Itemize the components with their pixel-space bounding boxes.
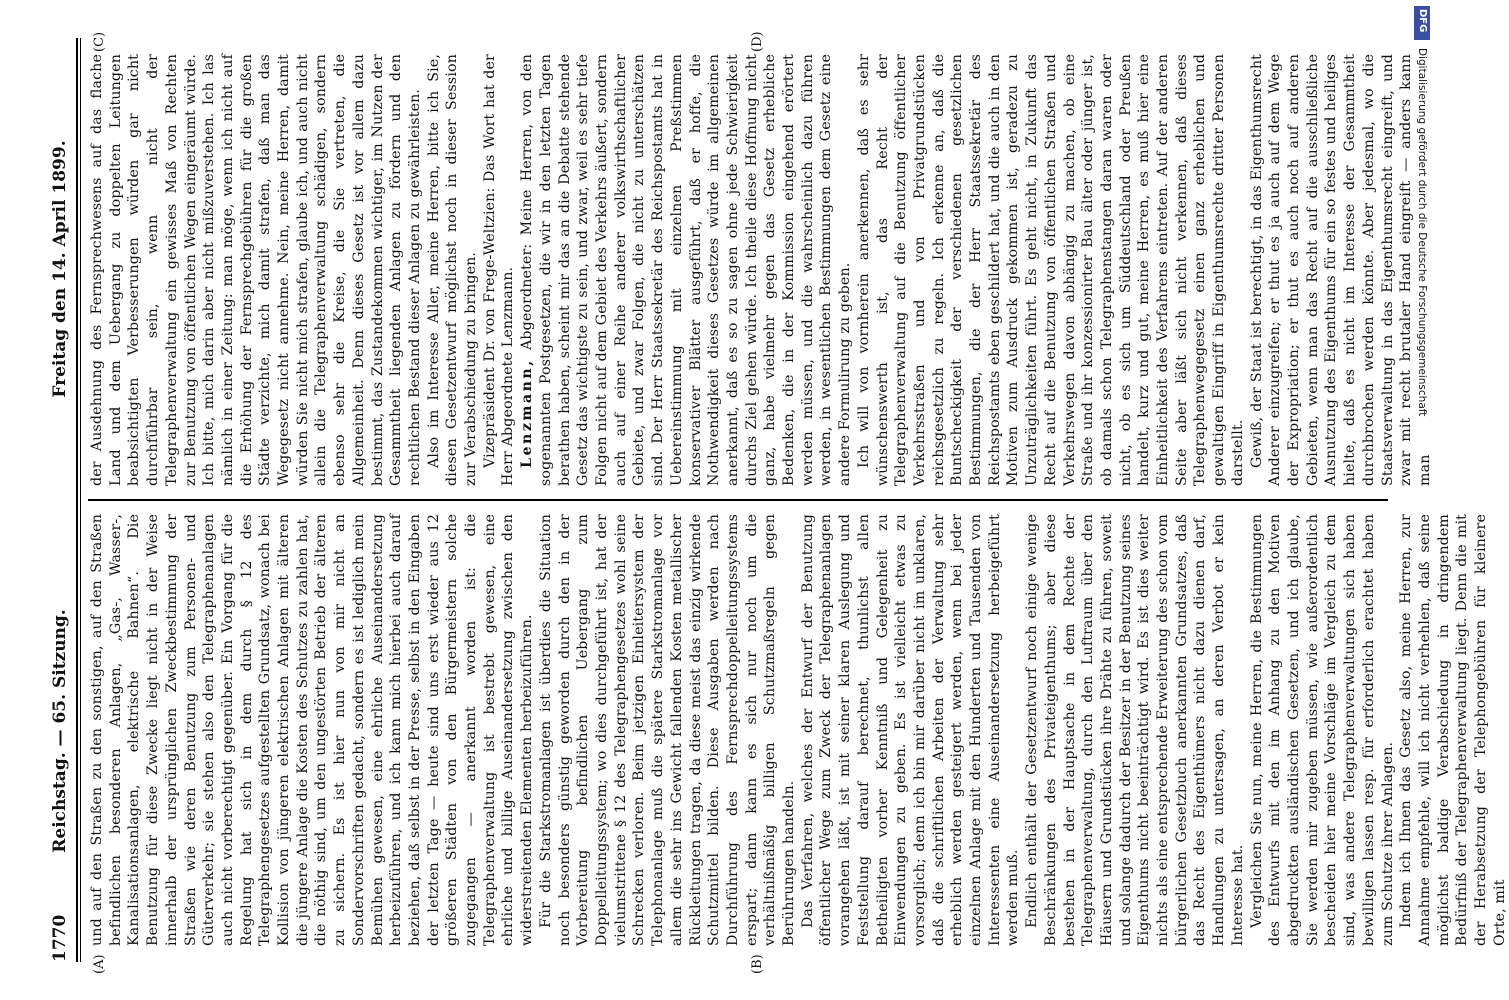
paragraph: Indem ich Ihnen das Gesetz also, meine Herren, zur Annahme empfehle, will ich nicht verhehlen, daß seine möglichst baldige Verabschiedung in dringendem Bedürfniß der Telegraphenverwaltung liegt. Denn die mit der Herabsetzung der Telephongebühren für kleinere Orte, mit [1398,514,1508,946]
paragraph: Für die Starkstromanlagen ist überdies die Situation noch besonders günstig geworden durch den in der Vorbereitung befindlichen Uebergang zum Doppelleitungssystem; wo dies durchgeführt ist, hat der vielumstrittene § 12 des Telegraphengesetzes wohl seine Schrecken verloren. Beim jetzigen Einleitersystem der Telephonanlage muß die spätere Starkstromanlage vor allem die sehr ins Gewicht fallenden Kosten metallischer Rückleitungen tragen, da diese meist das einzig wirkende Schutzmittel bilden. Diese Ausgaben werden nach Durchführung des Fernsprechdoppelleitungssystems erspart; dann kann es sich nur noch um die verhältnißmäßig billigen Schutzmaßregeln gegen Berührungen handeln. [537,514,798,946]
paragraph: Ich will von vornherein anerkennen, daß es sehr wünschenswerth ist, das Recht der Telegraphenverwaltung auf die Benutzung öffentlicher Verkehrsstraßen und von Privatgrundstücken reichsgesetzlich zu regeln. Ich erkenne an, daß die Buntscheckigkeit der verschiedenen gesetzlichen Bestimmungen, die der Herr Staatssekretär des Reichspostamts eben geschildert hat, und die auch in den Motiven zum Ausdruck gekommen ist, geradezu zu Unzuträglichkeiten führt. Es geht nicht, in Zukunft das Recht auf die Benutzung von öffentlichen Straßen und Verkehrswegen davon abhängig zu machen, ob eine Straße und ihr konzessionirter Bau älter oder jünger ist, ob damals schon Telegraphenstangen daran waren oder nicht, ob es sich um Süddeutschland oder Preußen handelt, kurz und gut, meine Herren, es muß hier eine Einheitlichkeit des Verfahrens eintreten. Auf der anderen Seite aber läßt sich nicht verkennen, daß dieses Telegraphenwegegesetz einen ganz erheblichen und gewaltigen Eingriff in Eigenthumsrechte dritter Personen darstellt. [855,54,1246,486]
page-number: 1770 [50,914,70,962]
paragraph: Gewiß, der Staat ist berechtigt, in das Eigenthumsrecht Anderer einzugreifen; er thut es ja auch auf dem Wege der Expropriation; er thut es auch noch auf anderen Gebieten, wenn man das Recht auf die ausschließliche Ausnutzung des Eigenthums für ein so festes und heiliges hielte, daß es nicht im Interesse der Gesammtheit durchbrochen werden könnte. Aber jedesmal, wo die Staatsverwaltung in das Eigenthumsrecht eingreift, und zwar mit recht brutaler Hand eingreift — anders kann man [1248,54,1433,486]
column-divider [88,499,1388,501]
session-title: Reichstag. — 65. Sitzung. [50,609,70,853]
paragraph: der Ausdehnung des Fernsprechwesens auf das flache Land und dem Uebergang zu doppelten Leitungen beabsichtigten Verbesserungen würden gar nicht durchführbar sein, wenn nicht der Telegraphenverwaltung ein gewisses Maß von Rechten zur Benutzung von öffentlichen Wegen eingeräumt würde. Ich bitte, mich darin aber nicht mißzuverstehen. Ich las nämlich in einer Zeitung: man möge, wenn ich nicht auf die Erhöhung der Fernsprechgebühren für die großen Städte verzichte, mich damit strafen, daß man das Wegegesetz nicht annehme. Nein, meine Herren, damit würden Sie nicht mich strafen, glaube ich, und auch nicht allein die Telegraphenverwaltung schädigen, sondern ebenso sehr die Kreise, die Sie vertreten, die Allgemeinheit. Denn dieses Gesetz ist vor allem dazu bestimmt, das Zustandekommen wichtiger, im Nutzen der Gesammtheit liegenden Anlagen zu fördern und den rechtlichen Bestand dieser Anlagen zu gewährleisten. [89,54,423,486]
paragraph: Also im Interesse Aller, meine Herren, bitte ich Sie, diesen Gesetzentwurf möglichst noch in dieser Session zur Verabschiedung zu bringen. [425,54,480,486]
paragraph: Vizepräsident Dr. von Frege-Weltzien: Das Wort hat der Herr Abgeordnete Lenzmann. [481,54,517,486]
header-rule [76,38,78,962]
speech-text: Abgeordneter: Meine Herren, von den sogenannten Postgesetzen, die wir in den letzten Tagen berathen haben, scheint mir das an die Debatte stehende Gesetz das wichtigste zu sein, und zwar, weil es sehr tiefe Folgen nicht auf dem Gebiet des Verkehrs äußert, sondern auch auf einer Reihe anderer volkswirthschaftlicher Gebiete, und zwar Folgen, die nicht zu unterschätzen sind. Der Herr Staatssekretär des Reichspostamts hat in Uebereinstimmung mit einzelnen Preßstimmen konservativer Blätter ausgeführt, daß er hoffe, die Nothwendigkeit dieses Gesetzes würde im allgemeinen anerkannt, daß es so zu sagen ohne jede Schwierigkeit durchs Ziel gehen würde. Ich theile diese Hoffnung nicht ganz, habe vielmehr gegen das Gesetz erhebliche Bedenken, die in der Kommission eingehend erörtert werden müssen, und die wahrscheinlich dazu führen werden, in wesentlichen Bestimmungen dem Gesetz eine andere Formulirung zu geben. [519,54,854,486]
paragraph: Endlich enthält der Gesetzentwurf noch einige wenige Beschränkungen des Privateigenthums; aber diese bestehen in der Hauptsache in dem Rechte der Telegraphenverwaltung, durch den Luftraum über den Häusern und Grundstücken ihre Drähte zu führen, soweit und solange dadurch der Besitzer in der Benutzung seines Eigenthums nicht beeinträchtigt wird. Es ist dies weiter nichts als eine entsprechende Erweiterung des schon vom bürgerlichen Gesetzbuch anerkannten Grundsatzes, daß das Recht des Eigenthümers nicht dazu dienen darf, Handlungen zu untersagen, an deren Verbot er kein Interesse hat. [1024,514,1246,946]
watermark-text: Digitalisierung gefördert durch die Deutsche Forschungsgemeinschaft [1416,48,1428,417]
page-header [40,38,80,962]
header-rule-thin [80,38,81,962]
dfg-logo: DFG [1414,6,1430,40]
paragraph: Vergleichen Sie nun, meine Herren, die Bestimmungen des Entwurfs mit den im Anhang zu den Motiven abgedruckten ausländischen Gesetzen, und ich glaube, Sie werden mir zugeben müssen, wie außerordentlich bescheiden hier meine Vorschläge im Vergleich zu dem sind, was andere Telegraphenverwaltungen sich haben bewilligen lassen resp. für erforderlich erachtet haben zum Schutze ihrer Anlagen. [1248,514,1396,946]
margin-mark-d: (D) [750,31,765,52]
margin-mark-c: (C) [92,31,107,52]
margin-mark-b: (B) [750,954,765,974]
speech-paragraph [518,54,855,486]
funding-watermark [1410,48,1428,748]
paragraph: und auf den Straßen zu den sonstigen, auf den Straßen befindlichen besonderen Anlagen, „Gas-, Wasser-, Kanalisationsanlagen, elektrische Bahnen“. Die Benutzung für diese Zwecke liegt nicht in der Weise innerhalb der ursprünglichen Zweckbestimmung der Straßen wie deren Benutzung zum Personen- und Güterverkehr; sie stehen also den Telegraphenanlagen auch nicht vorberechtigt gegenüber. Ein Vorgang für die Regelung hat sich in dem durch § 12 des Telegraphengesetzes aufgestellten Grundsatz, wonach bei Kollision von jüngeren elektrischen Anlagen mit älteren die jüngere Anlage die Kosten des Schutzes zu zahlen hat, die nöthig sind, um den ungestörten Betrieb der älteren zu sichern. Es ist hier nun von mir nicht an Sondervorschriften gedacht, sondern es ist lediglich mein Bemühen gewesen, eine ehrliche Auseinandersetzung herbeizuführen, und ich kann mich hierbei auch darauf beziehen, daß selbst in der Presse, selbst in den Eingaben der letzten Tage — heute sind uns erst wieder aus 12 größeren Städten von den Bürgermeistern solche zugegangen — anerkannt worden ist: die Telegraphenverwaltung ist bestrebt gewesen, eine ehrliche und billige Auseinandersetzung zwischen den widerstreitenden Elementen herbeizuführen. [89,514,536,946]
session-date: Freitag den 14. April 1899. [50,140,70,398]
paragraph: Das Verfahren, welches der Entwurf der Benutzung öffentlicher Wege zum Zweck der Telegraphenanlagen vorangehen läßt, ist mit seiner klaren Auslegung und Feststellung darauf berechnet, thunlichst allen Betheiligten vorher Kenntniß und Gelegenheit zu Einwendungen zu geben. Es ist vielleicht etwas zu vorsorglich; denn ich bin mir darüber nicht im unklaren, daß die schriftlichen Arbeiten der Verwaltung sehr erheblich werden gesteigert werden, wenn bei jeder einzelnen Anlage mit den Hunderten und Tausenden von Interessenten eine Auseinandersetzung herbeigeführt werden muß. [799,514,1022,946]
left-text-column [88,514,1508,946]
margin-mark-a: (A) [92,954,107,974]
speaker-name: Lenzmann, [519,358,536,468]
